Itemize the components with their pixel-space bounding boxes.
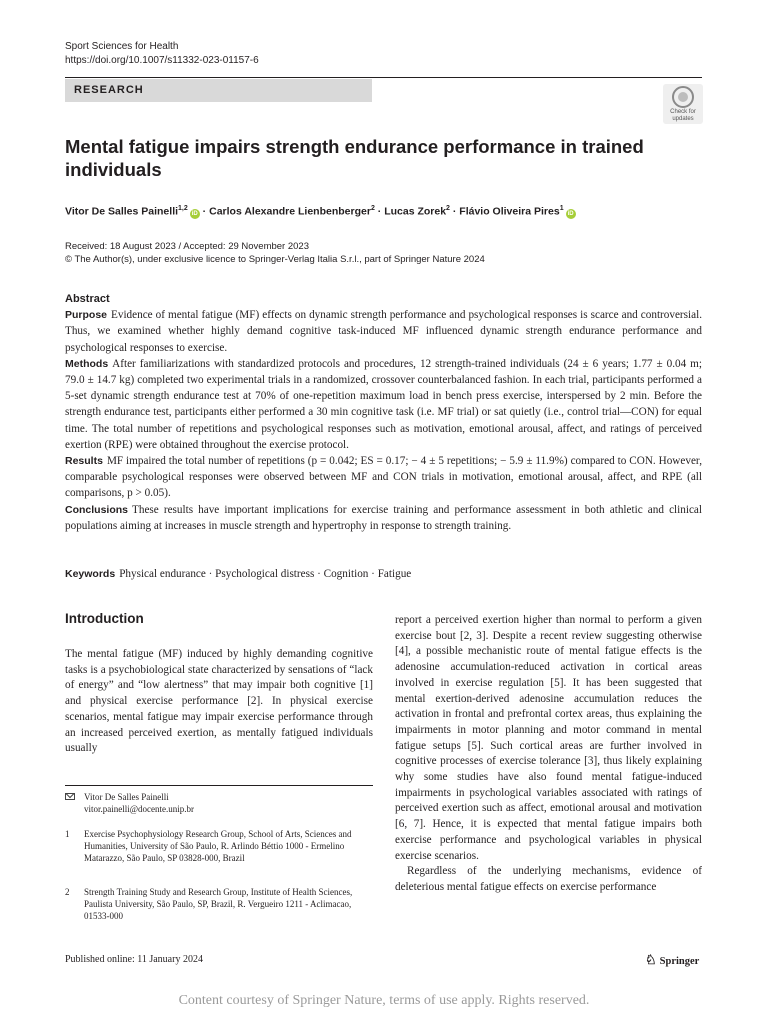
results-label: Results <box>65 455 103 468</box>
intro-paragraph: Regardless of the underlying mechanisms, evidence of deleterious mental fatigue effects on exercise performance <box>395 865 702 893</box>
abstract-methods <box>65 356 702 453</box>
orcid-icon[interactable]: iD <box>567 210 574 217</box>
methods-text: After familiarizations with standardized protocols and procedures, 12 strength-trained individuals (24 ± 6 years; 1.77 ± 0.04 m; 79.0 ± 14.7 kg) completed two experimental trials in a randomized, crossover counterbalanced fashion. In each trial, participants performed a 5-set dynamic strength endurance test at 70% of one-repetition maximum load in bench press exercise, interspersed by 2 min. Before the strength endurance test, participants either performed a 30 min cognitive task (i.e. MF trial) or sat quietly (i.e., control trial—CON) for equal time. The total number of repetitions and psychological responses such as motivation, emotional arousal, affect, and ratings of perceived exertion (RPE) were obtained throughout the exercise protocol. <box>65 357 702 451</box>
author-affiliation: 2 <box>446 205 450 212</box>
courtesy-notice: Content courtesy of Springer Nature, terms of use apply. Rights reserved. <box>178 993 590 1008</box>
check-updates-label: Check for updates <box>670 109 696 122</box>
introduction-heading: Introduction <box>65 611 144 626</box>
corresponding-email[interactable]: vitor.painelli@docente.unip.br <box>84 803 195 814</box>
corresponding-author <box>65 792 373 816</box>
footnote-rule <box>65 785 373 786</box>
results-text: MF impaired the total number of repetitions (p = 0.042; ES = 0.17; − 4 ± 5 repetitions; − 5.9 ± 11.9%) compared to CON. However, comparable psychological responses were observed between MF and CON trials in motivation, emotional arousal, affect, and RPE (all comparisons, p > 0.05). <box>65 455 702 500</box>
purpose-label: Purpose <box>65 309 108 322</box>
check-updates-icon <box>672 86 694 108</box>
abstract-conclusions <box>65 502 702 534</box>
orcid-icon[interactable]: iD <box>191 210 198 217</box>
author-list <box>65 202 705 219</box>
springer-horse-icon: ♘ <box>645 952 657 967</box>
author-name[interactable]: Carlos Alexandre Lienbenberger <box>209 205 371 218</box>
publisher-name: Springer <box>659 956 700 967</box>
author-affiliation: 2 <box>370 205 375 212</box>
journal-header <box>65 40 259 67</box>
journal-name: Sport Sciences for Health <box>65 41 179 52</box>
article-title: Mental fatigue impairs strength endurance performance in trained individuals <box>65 136 644 180</box>
affiliation-text: Strength Training Study and Research Group, Institute of Health Sciences, Paulista University, São Paulo, SP, Brazil, R. Vergueiro 1211 - Aclimacao, 01533-000 <box>84 887 353 921</box>
intro-paragraph: The mental fatigue (MF) induced by highly demanding cognitive tasks is a psychobiological state characterized by sensations of “lack of energy” and “low alertness” that may impair both cognitive [1] and physical exercise performance [2]. In physical exercise scenarios, mental fatigue may impair exercise performance through an increased perceived exertion, as mentally fatigued individuals usually <box>65 648 373 755</box>
corresponding-name: Vitor De Salles Painelli <box>84 792 169 802</box>
doi-link[interactable]: https://doi.org/10.1007/s11332-023-01157-6 <box>65 54 259 66</box>
section-label: RESEARCH <box>65 79 372 102</box>
purpose-text: Evidence of mental fatigue (MF) effects on dynamic strength performance and psychological responses is scarce and controversial. Thus, we examined whether highly demand cognitive task-induced MF influenced dynamic strength endurance performance and psychological responses to exercise. <box>65 309 702 354</box>
author-name[interactable]: Flávio Oliveira Pires <box>459 205 560 218</box>
author-separator: · <box>449 205 460 218</box>
header-rule <box>65 77 702 78</box>
springer-logo[interactable] <box>645 952 699 968</box>
conclusions-text: These results have important implications for exercise training and performance assessment in both athletic and clinical populations aiming at increases in muscle strength and hypertrophy in response to strength training. <box>65 503 702 532</box>
affiliation-2 <box>65 887 373 922</box>
author-name[interactable]: Lucas Zorek <box>384 205 447 218</box>
abstract-heading: Abstract <box>65 293 110 305</box>
keywords <box>65 566 702 582</box>
author-separator: · <box>199 205 210 218</box>
affiliation-1 <box>65 829 373 864</box>
keywords-label: Keywords <box>65 568 116 580</box>
copyright-line: © The Author(s), under exclusive licence to Springer-Verlag Italia S.r.l., part of Springer Nature 2024 <box>65 254 485 265</box>
affiliation-mark: 1 <box>65 829 70 839</box>
article-dates <box>65 240 485 266</box>
intro-left-column <box>65 647 373 757</box>
conclusions-label: Conclusions <box>65 503 129 516</box>
check-for-updates-badge[interactable] <box>663 84 703 124</box>
author-affiliation: 1 <box>559 205 564 212</box>
author-separator: · <box>374 205 385 218</box>
abstract-purpose <box>65 307 702 356</box>
abstract-results <box>65 453 702 502</box>
intro-right-column <box>395 613 702 896</box>
published-date: Published online: 11 January 2024 <box>65 954 203 965</box>
methods-label: Methods <box>65 357 109 370</box>
author-name[interactable]: Vitor De Salles Painelli <box>65 205 179 218</box>
author-affiliation: 1,2 <box>178 205 188 212</box>
affiliation-mark: 2 <box>65 887 70 897</box>
keywords-text: Physical endurance · Psychological distress · Cognition · Fatigue <box>119 568 412 580</box>
abstract <box>65 291 702 534</box>
received-accepted: Received: 18 August 2023 / Accepted: 29 November 2023 <box>65 241 309 252</box>
envelope-icon <box>65 792 75 804</box>
intro-paragraph: report a perceived exertion higher than normal to perform a given exercise bout [2, 3]. Despite a recent review suggesting otherwise [4], a possible mechanistic route of mental fatigue effects is the adenosine accumulation-reduced activation in cortical areas involved in exercise regulation [5]. It has been suggested that mental exertion-derived adenosine accumulation reduces the activation in frontal and prefrontal cortex areas, thus explaining the impairments in motor planning and motor command in mental fatigue setups [5]. Such cortical areas are further involved in cognitive processes of exercise tolerance [3], thus likely explaining why some studies have also found mental fatigue-induced impairments in psychological variables associated with ratings of perceived exertion such as affect, emotional arousal and motivation [6, 7]. Hence, it is expected that mental fatigue impairs both exercise performance and psychological variables in physical exercise scenarios. <box>395 614 702 862</box>
affiliation-text: Exercise Psychophysiology Research Group, School of Arts, Sciences and Humanities, University of São Paulo, R. Arlindo Béttio 1000 - Ermelino Matarazzo, São Paulo, SP 03828-000, Brazil <box>84 829 352 863</box>
